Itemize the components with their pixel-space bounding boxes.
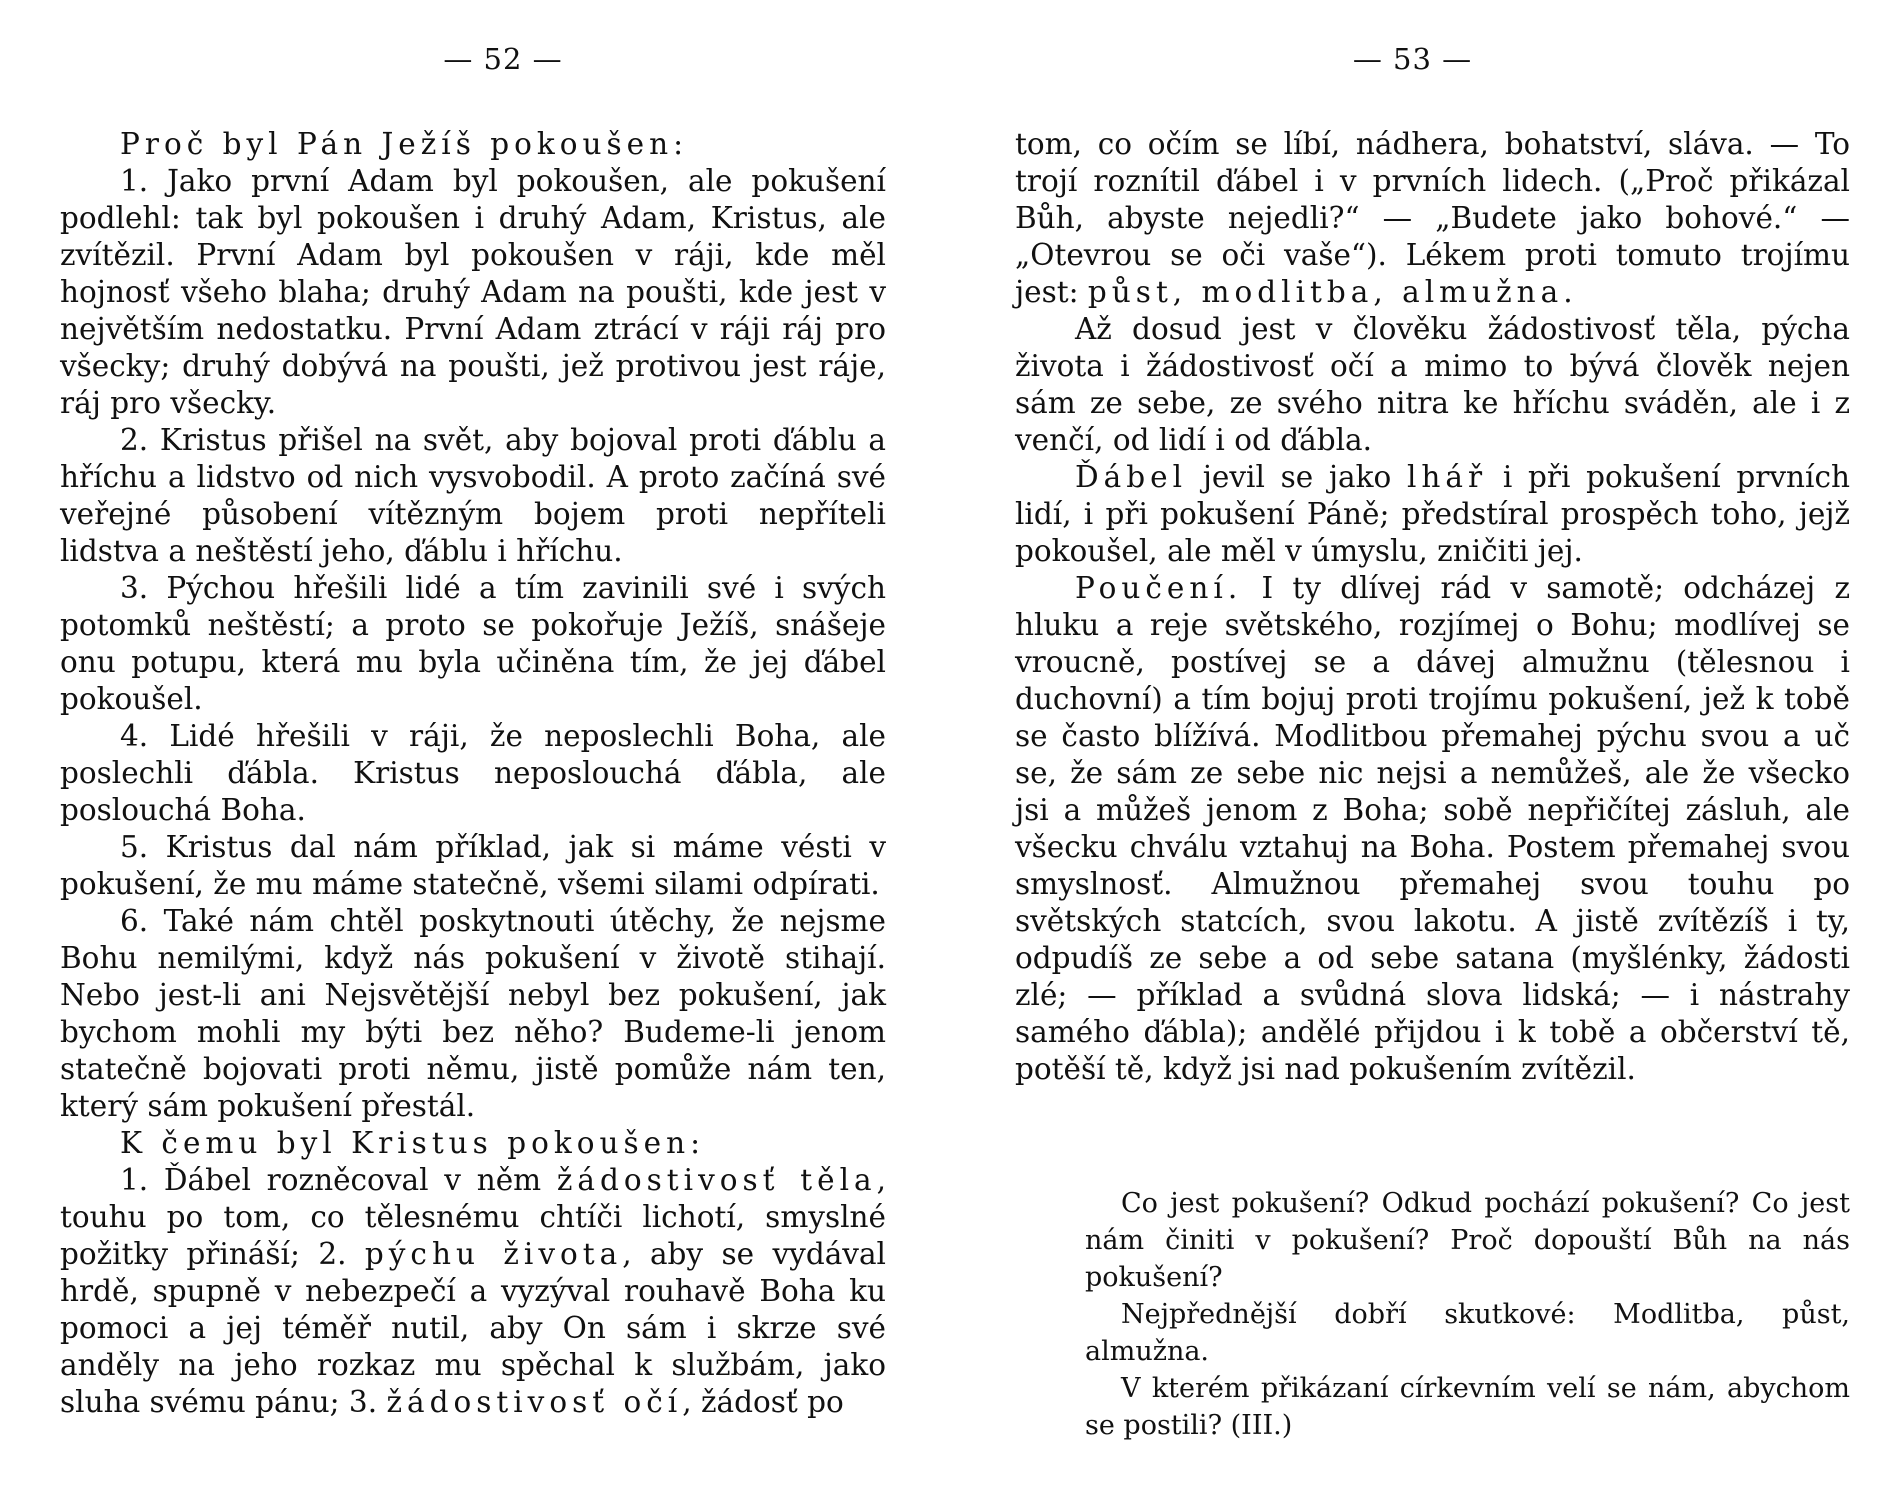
paragraph: 3. Pýchou hřešili lidé a tím zavinili své i svých potomků neštěstí; a proto se pokořuje Ježíš, snášeje onu potupu, která mu byla učiněna tím, že jej ďábel pokoušel. [60,571,886,716]
review-questions [1085,1185,1850,1444]
page-body [60,126,886,1421]
paragraph [1015,459,1850,570]
question: V kterém přikázaní církevním velí se nám, abychom se postili? (III.) [1085,1373,1850,1441]
paragraph: 2. Kristus přišel na svět, aby bojoval proti ďáblu a hříchu a lidstvo od nich vysvobodil. A proto začíná své veřejné působení vítězným bojem proti nepříteli lidstva a neštěstí jeho, ďáblu i hříchu. [60,423,886,568]
emphasis: Ďábel [1075,460,1188,494]
text-run: 1. Ďábel rozněcoval v něm [120,1163,557,1197]
emphasis: Poučení. [1075,571,1243,605]
paragraph [1015,570,1850,1088]
emphasis: žádostivosť těla [556,1163,877,1197]
text-run: I ty dlívej rád v samotě; odcházej z hluku a reje světského, rozjímej o Bohu; modlívej se vroucně, postívej se a dávej almužnu (tělesnou i duchovní) a tím bojuj proti trojímu pokušení, jež k tobě se často blížívá. Modlitbou přemahej pýchu svou a uč se, že sám ze sebe nic nejsi a nemůžeš, ale že všecko jsi a můžeš jenom z Boha; sobě nepřičítej zásluh, ale všecku chválu vztahuj na Boha. Postem přemahej svou smyslnosť. Almužnou přemahej svou touhu po světských statcích, svou lakotu. A jistě zvítězíš i ty, odpudíš ze sebe a od sebe satana (myšlénky, žádosti zlé; — příklad a svůdná slova lidská; — i nástrahy samého ďábla); andělé přijdou i k tobě a občerství tě, potěší tě, když jsi nad pokušením zvítězil. [1015,571,1850,1086]
page-number: — 53 — [1352,42,1473,76]
paragraph: 5. Kristus dal nám příklad, jak si máme vésti v pokušení, že mu máme statečně, všemi silami odpírati. [60,830,886,901]
text-run: , žádosť po [682,1385,844,1419]
page-number: — 52 — [443,42,563,76]
text-run: jevil se jako [1187,460,1407,494]
paragraph: 4. Lidé hřešili v ráji, že neposlechli Boha, ale poslechli ďábla. Kristus neposlouchá ďábla, ale poslouchá Boha. [60,719,886,827]
emphasis: žádostivosť očí [386,1385,683,1419]
paragraph: 6. Také nám chtěl poskytnouti útěchy, že nejsme Bohu nemilými, když nás pokušení v životě stihají. Nebo jest-li ani Nejsvětější nebyl bez pokušení, jak bychom mohli my býti bez něho? Budeme-li jenom statečně bojovati proti němu, jistě pomůže nám ten, který sám pokušení přestál. [60,904,886,1123]
text-run: i při pokušení prvních lidí, i při pokušení Páně; předstíral prospěch toho, jejž pokoušel, ale měl v úmyslu, zničiti jej. [1015,460,1850,568]
text-run: tom, co očím se líbí, nádhera, bohatství, sláva. — To trojí roznítil ďábel i v prvních lidech. („Proč přikázal Bůh, abyste nejedli?“ — „Budete jako bohové.“ — „Otevrou se oči vaše“). Lékem proti tomuto trojímu jest: [1015,127,1850,309]
paragraph [1015,126,1850,311]
paragraph: Až dosud jest v člověku žádostivosť těla, pýcha života i žádostivosť očí a mimo to bývá člověk nejen sám ze sebe, ze svého nitra ke hříchu sváděn, ale i z venčí, od lidí i od ďábla. [1015,312,1850,457]
emphasis: půst, modlitba, almužna. [1087,275,1578,309]
section-heading: Proč byl Pán Ježíš pokoušen: [120,127,689,161]
question: Co jest pokušení? Odkud pochází pokušení? Co jest nám činiti v pokušení? Proč dopouští Bůh na nás pokušení? [1085,1188,1850,1293]
emphasis: lhář [1407,460,1488,494]
paragraph: 1. Jako první Adam byl pokoušen, ale pokušení podlehl: tak byl pokoušen i druhý Adam, Kristus, ale zvítězil. První Adam byl pokoušen v ráji, kde měl hojnosť všeho blaha; druhý Adam na poušti, kde jest v největším nedostatku. První Adam ztrácí v ráji ráj pro všecky; druhý dobývá na poušti, jež protivou jest ráje, ráj pro všecky. [60,164,886,420]
text-run: , aby se vydával hrdě, spupně v nebezpečí a vyzýval rouhavě Boha ku pomoci a jej téměř nutil, aby On sám i skrze své anděly na jeho rozkaz mu spěchal k službám, jako sluha svému pánu; 3. [60,1237,886,1419]
text-run: , touhu po tom, co tělesnému chtíči lichotí, smyslné požitky přináší; 2. [60,1163,886,1271]
paragraph [60,1162,886,1421]
emphasis: pýchu života [364,1237,623,1271]
page-body [1015,126,1850,1088]
question: Nejpřednější dobří skutkové: Modlitba, půst, almužna. [1085,1299,1850,1367]
section-heading: K čemu byl Kristus pokoušen: [120,1126,706,1160]
